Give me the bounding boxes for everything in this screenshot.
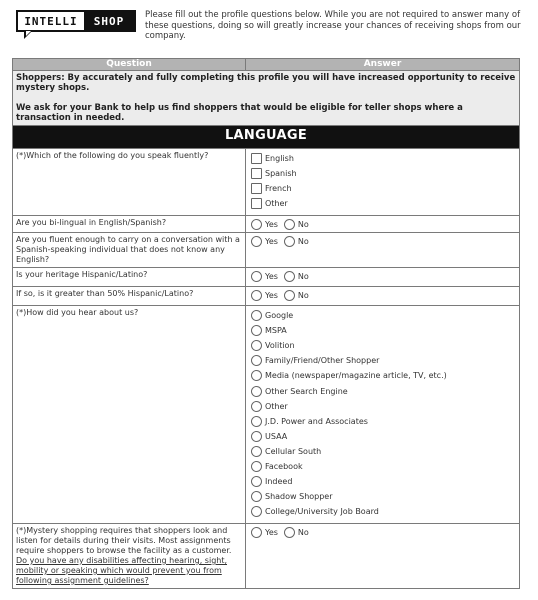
question-hear-about: (*)How did you hear about us? — [13, 306, 246, 524]
answer-hear-about — [246, 306, 520, 524]
question-row-bilingual — [13, 216, 520, 233]
intellishop-logo — [16, 10, 136, 32]
radio-yes[interactable] — [251, 271, 262, 282]
radio-yes[interactable] — [251, 290, 262, 301]
option-college-job-board[interactable]: College/University Job Board — [249, 504, 516, 519]
option-shadow-shopper[interactable]: Shadow Shopper — [249, 489, 516, 504]
answer-languages — [246, 149, 520, 216]
notice-line-1: Shoppers: By accurately and fully completing this profile you will have increased opportunity to receive mystery shops. — [16, 73, 516, 93]
option-google[interactable]: Google — [249, 308, 516, 323]
question-disabilities — [13, 524, 246, 589]
radio-yes[interactable] — [251, 236, 262, 247]
radio[interactable] — [251, 340, 262, 351]
table-header-row — [13, 59, 520, 71]
radio-no[interactable] — [284, 271, 295, 282]
no-label: No — [297, 290, 309, 300]
question-heritage: Is your heritage Hispanic/Latino? — [13, 268, 246, 287]
notice-box — [13, 71, 520, 126]
radio-no[interactable] — [284, 290, 295, 301]
answer-heritage-percent — [246, 287, 520, 306]
header-answer: Answer — [246, 59, 520, 71]
no-label: No — [297, 219, 309, 229]
question-row-hear-about — [13, 306, 520, 524]
yes-label: Yes — [265, 219, 278, 229]
option-other[interactable]: Other — [249, 399, 516, 414]
question-row-languages — [13, 149, 520, 216]
answer-fluent-conversation — [246, 233, 520, 268]
intro-text: Please fill out the profile questions below. While you are not required to answer many of these questions, doing so will greatly increase your chances of receiving shops from our company. — [145, 10, 521, 41]
yes-label: Yes — [265, 527, 278, 537]
radio-no[interactable] — [284, 219, 295, 230]
checkbox[interactable] — [251, 168, 262, 179]
yes-label: Yes — [265, 271, 278, 281]
radio[interactable] — [251, 431, 262, 442]
option-cellular-south[interactable]: Cellular South — [249, 444, 516, 459]
radio[interactable] — [251, 446, 262, 457]
question-disabilities-intro: (*)Mystery shopping requires that shoppers look and listen for details during their visits. Most assignments require shoppers to browse the facility as a customer. — [16, 526, 232, 555]
radio[interactable] — [251, 310, 262, 321]
radio[interactable] — [251, 506, 262, 517]
question-row-heritage — [13, 268, 520, 287]
option-spanish[interactable]: Spanish — [249, 166, 516, 181]
answer-heritage — [246, 268, 520, 287]
radio[interactable] — [251, 491, 262, 502]
logo-text-shop: SHOP — [84, 12, 134, 30]
option-mspa[interactable]: MSPA — [249, 323, 516, 338]
radio[interactable] — [251, 416, 262, 427]
option-other-search-engine[interactable]: Other Search Engine — [249, 383, 516, 398]
profile-table — [12, 58, 520, 589]
question-row-disabilities — [13, 524, 520, 589]
question-row-heritage-percent — [13, 287, 520, 306]
section-row — [13, 126, 520, 149]
answer-bilingual — [246, 216, 520, 233]
option-usaa[interactable]: USAA — [249, 429, 516, 444]
option-volition[interactable]: Volition — [249, 338, 516, 353]
option-media[interactable]: Media (newspaper/magazine article, TV, etc.) — [249, 368, 516, 383]
checkbox[interactable] — [251, 198, 262, 209]
checkbox[interactable] — [251, 183, 262, 194]
section-title-language: LANGUAGE — [13, 126, 520, 149]
radio-yes[interactable] — [251, 527, 262, 538]
radio[interactable] — [251, 401, 262, 412]
radio-no[interactable] — [284, 236, 295, 247]
radio[interactable] — [251, 370, 262, 381]
question-disabilities-underlined: Do you have any disabilities affecting hearing, sight, mobility or speaking which would prevent you from following assignment guidelines? — [16, 556, 228, 585]
option-french[interactable]: French — [249, 181, 516, 196]
radio-no[interactable] — [284, 527, 295, 538]
question-bilingual: Are you bi-lingual in English/Spanish? — [13, 216, 246, 233]
option-other[interactable]: Other — [249, 196, 516, 211]
checkbox[interactable] — [251, 153, 262, 164]
option-family-friend[interactable]: Family/Friend/Other Shopper — [249, 353, 516, 368]
notice-line-2: We ask for your Bank to help us find shoppers that would be eligible for teller shops where a transaction in needed. — [16, 103, 463, 123]
option-facebook[interactable]: Facebook — [249, 459, 516, 474]
no-label: No — [297, 236, 309, 246]
option-english[interactable]: English — [249, 151, 516, 166]
radio[interactable] — [251, 355, 262, 366]
logo-text-intelli: INTELLI — [24, 14, 78, 28]
question-languages: (*)Which of the following do you speak fluently? — [13, 149, 246, 216]
yes-label: Yes — [265, 236, 278, 246]
radio[interactable] — [251, 461, 262, 472]
radio-yes[interactable] — [251, 219, 262, 230]
option-jd-power[interactable]: J.D. Power and Associates — [249, 414, 516, 429]
logo-speech-tail-inner — [26, 31, 31, 36]
answer-disabilities — [246, 524, 520, 589]
question-row-fluent-conversation — [13, 233, 520, 268]
no-label: No — [297, 527, 309, 537]
question-heritage-percent: If so, is it greater than 50% Hispanic/Latino? — [13, 287, 246, 306]
notice-row — [13, 71, 520, 126]
question-fluent-conversation: Are you fluent enough to carry on a conversation with a Spanish-speaking individual that does not know any English? — [13, 233, 246, 268]
radio[interactable] — [251, 386, 262, 397]
radio[interactable] — [251, 476, 262, 487]
radio[interactable] — [251, 325, 262, 336]
option-indeed[interactable]: Indeed — [249, 474, 516, 489]
no-label: No — [297, 271, 309, 281]
yes-label: Yes — [265, 290, 278, 300]
header-question: Question — [13, 59, 246, 71]
